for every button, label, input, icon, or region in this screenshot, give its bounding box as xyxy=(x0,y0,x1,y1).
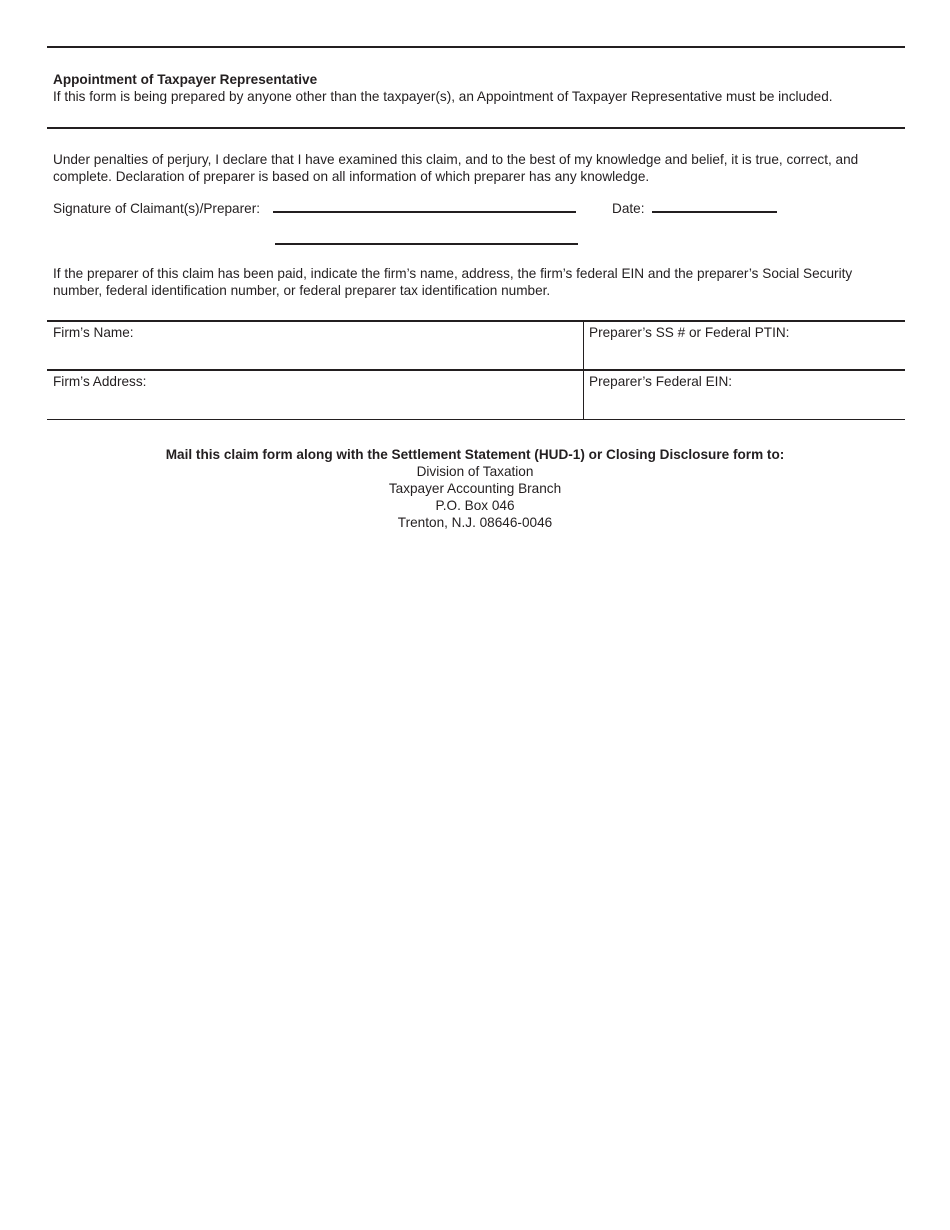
table-top-border xyxy=(47,320,905,322)
mailing-address-line: P.O. Box 046 xyxy=(435,498,515,513)
date-label: Date: xyxy=(612,201,645,216)
paid-preparer-instructions: If the preparer of this claim has been paid, indicate the firm’s name, address, the firm’s federal EIN and the preparer’s Social Security number, federal identification number, or federal preparer tax identification number. xyxy=(53,266,853,298)
mailing-instructions xyxy=(0,446,950,531)
mailing-heading: Mail this claim form along with the Settlement Statement (HUD-1) or Closing Disclosure form to: xyxy=(165,447,785,462)
top-divider xyxy=(47,46,905,48)
signature-label: Signature of Claimant(s)/Preparer: xyxy=(53,201,261,216)
section-divider xyxy=(47,127,905,129)
preparer-ptin-field[interactable]: Preparer’s SS # or Federal PTIN: xyxy=(589,325,790,340)
firm-address-field[interactable]: Firm’s Address: xyxy=(53,374,147,389)
mailing-address-line: Taxpayer Accounting Branch xyxy=(388,481,562,496)
signature-line-2[interactable] xyxy=(275,243,578,245)
table-column-divider xyxy=(583,320,585,420)
firm-name-field[interactable]: Firm’s Name: xyxy=(53,325,134,340)
table-bottom-border xyxy=(47,419,905,421)
mailing-address-line: Trenton, N.J. 08646-0046 xyxy=(397,515,553,530)
date-line[interactable] xyxy=(652,211,777,213)
perjury-declaration: Under penalties of perjury, I declare that I have examined this claim, and to the best of my knowledge and belief, it is true, correct, and complete. Declaration of preparer is based on all information of which preparer has any knowledge. xyxy=(53,152,859,184)
signature-line-1[interactable] xyxy=(273,211,576,213)
mailing-address-line: Division of Taxation xyxy=(416,464,534,479)
representative-text: If this form is being prepared by anyone other than the taxpayer(s), an Appointment of Taxpayer Representative must be included. xyxy=(53,89,833,104)
table-middle-border xyxy=(47,369,905,371)
preparer-info-table xyxy=(47,320,905,420)
representative-title: Appointment of Taxpayer Representative xyxy=(53,72,318,87)
preparer-ein-field[interactable]: Preparer’s Federal EIN: xyxy=(589,374,733,389)
